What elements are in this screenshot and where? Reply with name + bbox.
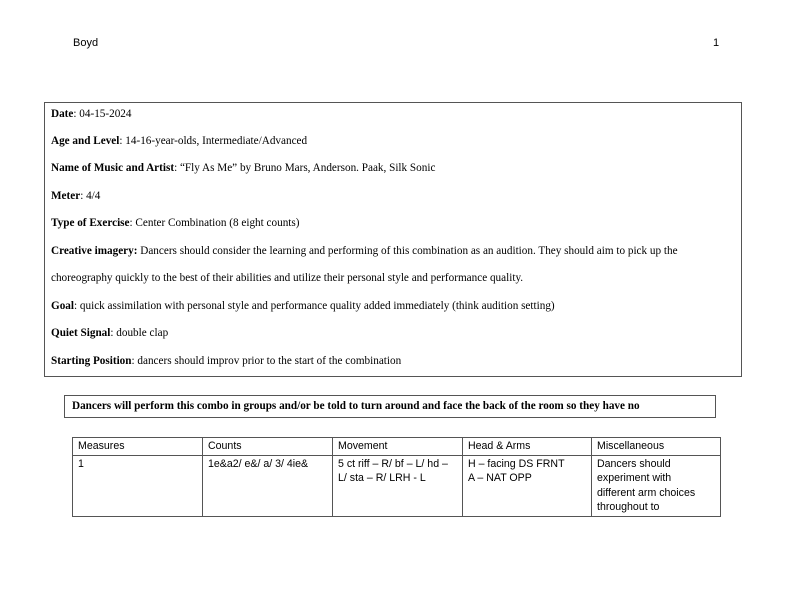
music-label: Name of Music and Artist bbox=[51, 162, 175, 174]
cell-head-arms bbox=[463, 455, 592, 516]
header-counts: Counts bbox=[203, 438, 333, 456]
lesson-info-box bbox=[44, 102, 742, 377]
imagery-line bbox=[51, 245, 678, 257]
performance-note: Dancers will perform this combo in groups and/or be told to turn around and face the back of the room so they have no bbox=[64, 395, 716, 418]
age-level-value: : 14-16-year-olds, Intermediate/Advanced bbox=[119, 135, 308, 147]
meter-value: : 4/4 bbox=[80, 190, 101, 202]
exercise-label: Type of Exercise bbox=[51, 217, 130, 229]
meter-label: Meter bbox=[51, 190, 81, 202]
misc-line: experiment with bbox=[597, 472, 672, 484]
starting-position-label: Starting Position bbox=[51, 355, 132, 367]
starting-position-value: : dancers should improv prior to the start of the combination bbox=[131, 355, 402, 367]
movement-line: 5 ct riff – R/ bf – L/ hd – bbox=[338, 457, 448, 470]
header-measures: Measures bbox=[73, 438, 203, 456]
header-head-arms: Head & Arms bbox=[463, 438, 592, 456]
cell-miscellaneous bbox=[592, 455, 721, 516]
cell-measures: 1 bbox=[73, 455, 203, 516]
movement-line: L/ sta – R/ LRH - L bbox=[338, 472, 426, 484]
music-line bbox=[51, 162, 435, 174]
exercise-line bbox=[51, 217, 299, 229]
table-header-row bbox=[73, 438, 721, 456]
meter-line bbox=[51, 190, 100, 202]
goal-label: Goal bbox=[51, 300, 74, 312]
date-label: Date bbox=[51, 108, 74, 120]
header-miscellaneous: Miscellaneous bbox=[592, 438, 721, 456]
head-line: H – facing DS FRNT bbox=[468, 457, 565, 470]
goal-value: : quick assimilation with personal style and performance quality added immediately (think audition setting) bbox=[74, 300, 555, 312]
misc-line: Dancers should bbox=[597, 457, 671, 470]
misc-line: throughout to bbox=[597, 501, 660, 513]
imagery-line-2 bbox=[51, 272, 523, 284]
header-author: Boyd bbox=[73, 37, 99, 49]
quiet-signal-label: Quiet Signal bbox=[51, 327, 111, 339]
quiet-signal-line bbox=[51, 327, 168, 339]
quiet-signal-value: : double clap bbox=[110, 327, 169, 339]
combination-table bbox=[72, 437, 721, 517]
starting-position-line bbox=[51, 355, 401, 367]
exercise-value: : Center Combination (8 eight counts) bbox=[129, 217, 300, 229]
page-number: 1 bbox=[713, 37, 720, 49]
cell-counts: 1e&a2/ e&/ a/ 3/ 4ie& bbox=[203, 455, 333, 516]
goal-line bbox=[51, 300, 555, 312]
imagery-label: Creative imagery: bbox=[51, 245, 138, 257]
header-movement: Movement bbox=[333, 438, 463, 456]
date-value: : 04-15-2024 bbox=[73, 108, 132, 120]
cell-movement bbox=[333, 455, 463, 516]
music-value: : “Fly As Me” by Bruno Mars, Anderson. Paak, Silk Sonic bbox=[174, 162, 436, 174]
imagery-value: Dancers should consider the learning and performing of this combination as an audition. They should aim to pick up the bbox=[137, 245, 678, 257]
age-level-line bbox=[51, 135, 307, 147]
imagery-value-continued: choreography quickly to the best of their abilities and utilize their personal style and performance quality. bbox=[51, 272, 524, 284]
date-line bbox=[51, 108, 131, 120]
misc-line: different arm choices bbox=[597, 486, 696, 499]
age-level-label: Age and Level bbox=[51, 135, 120, 147]
table-row bbox=[73, 455, 721, 516]
arms-line: A – NAT OPP bbox=[468, 472, 532, 484]
